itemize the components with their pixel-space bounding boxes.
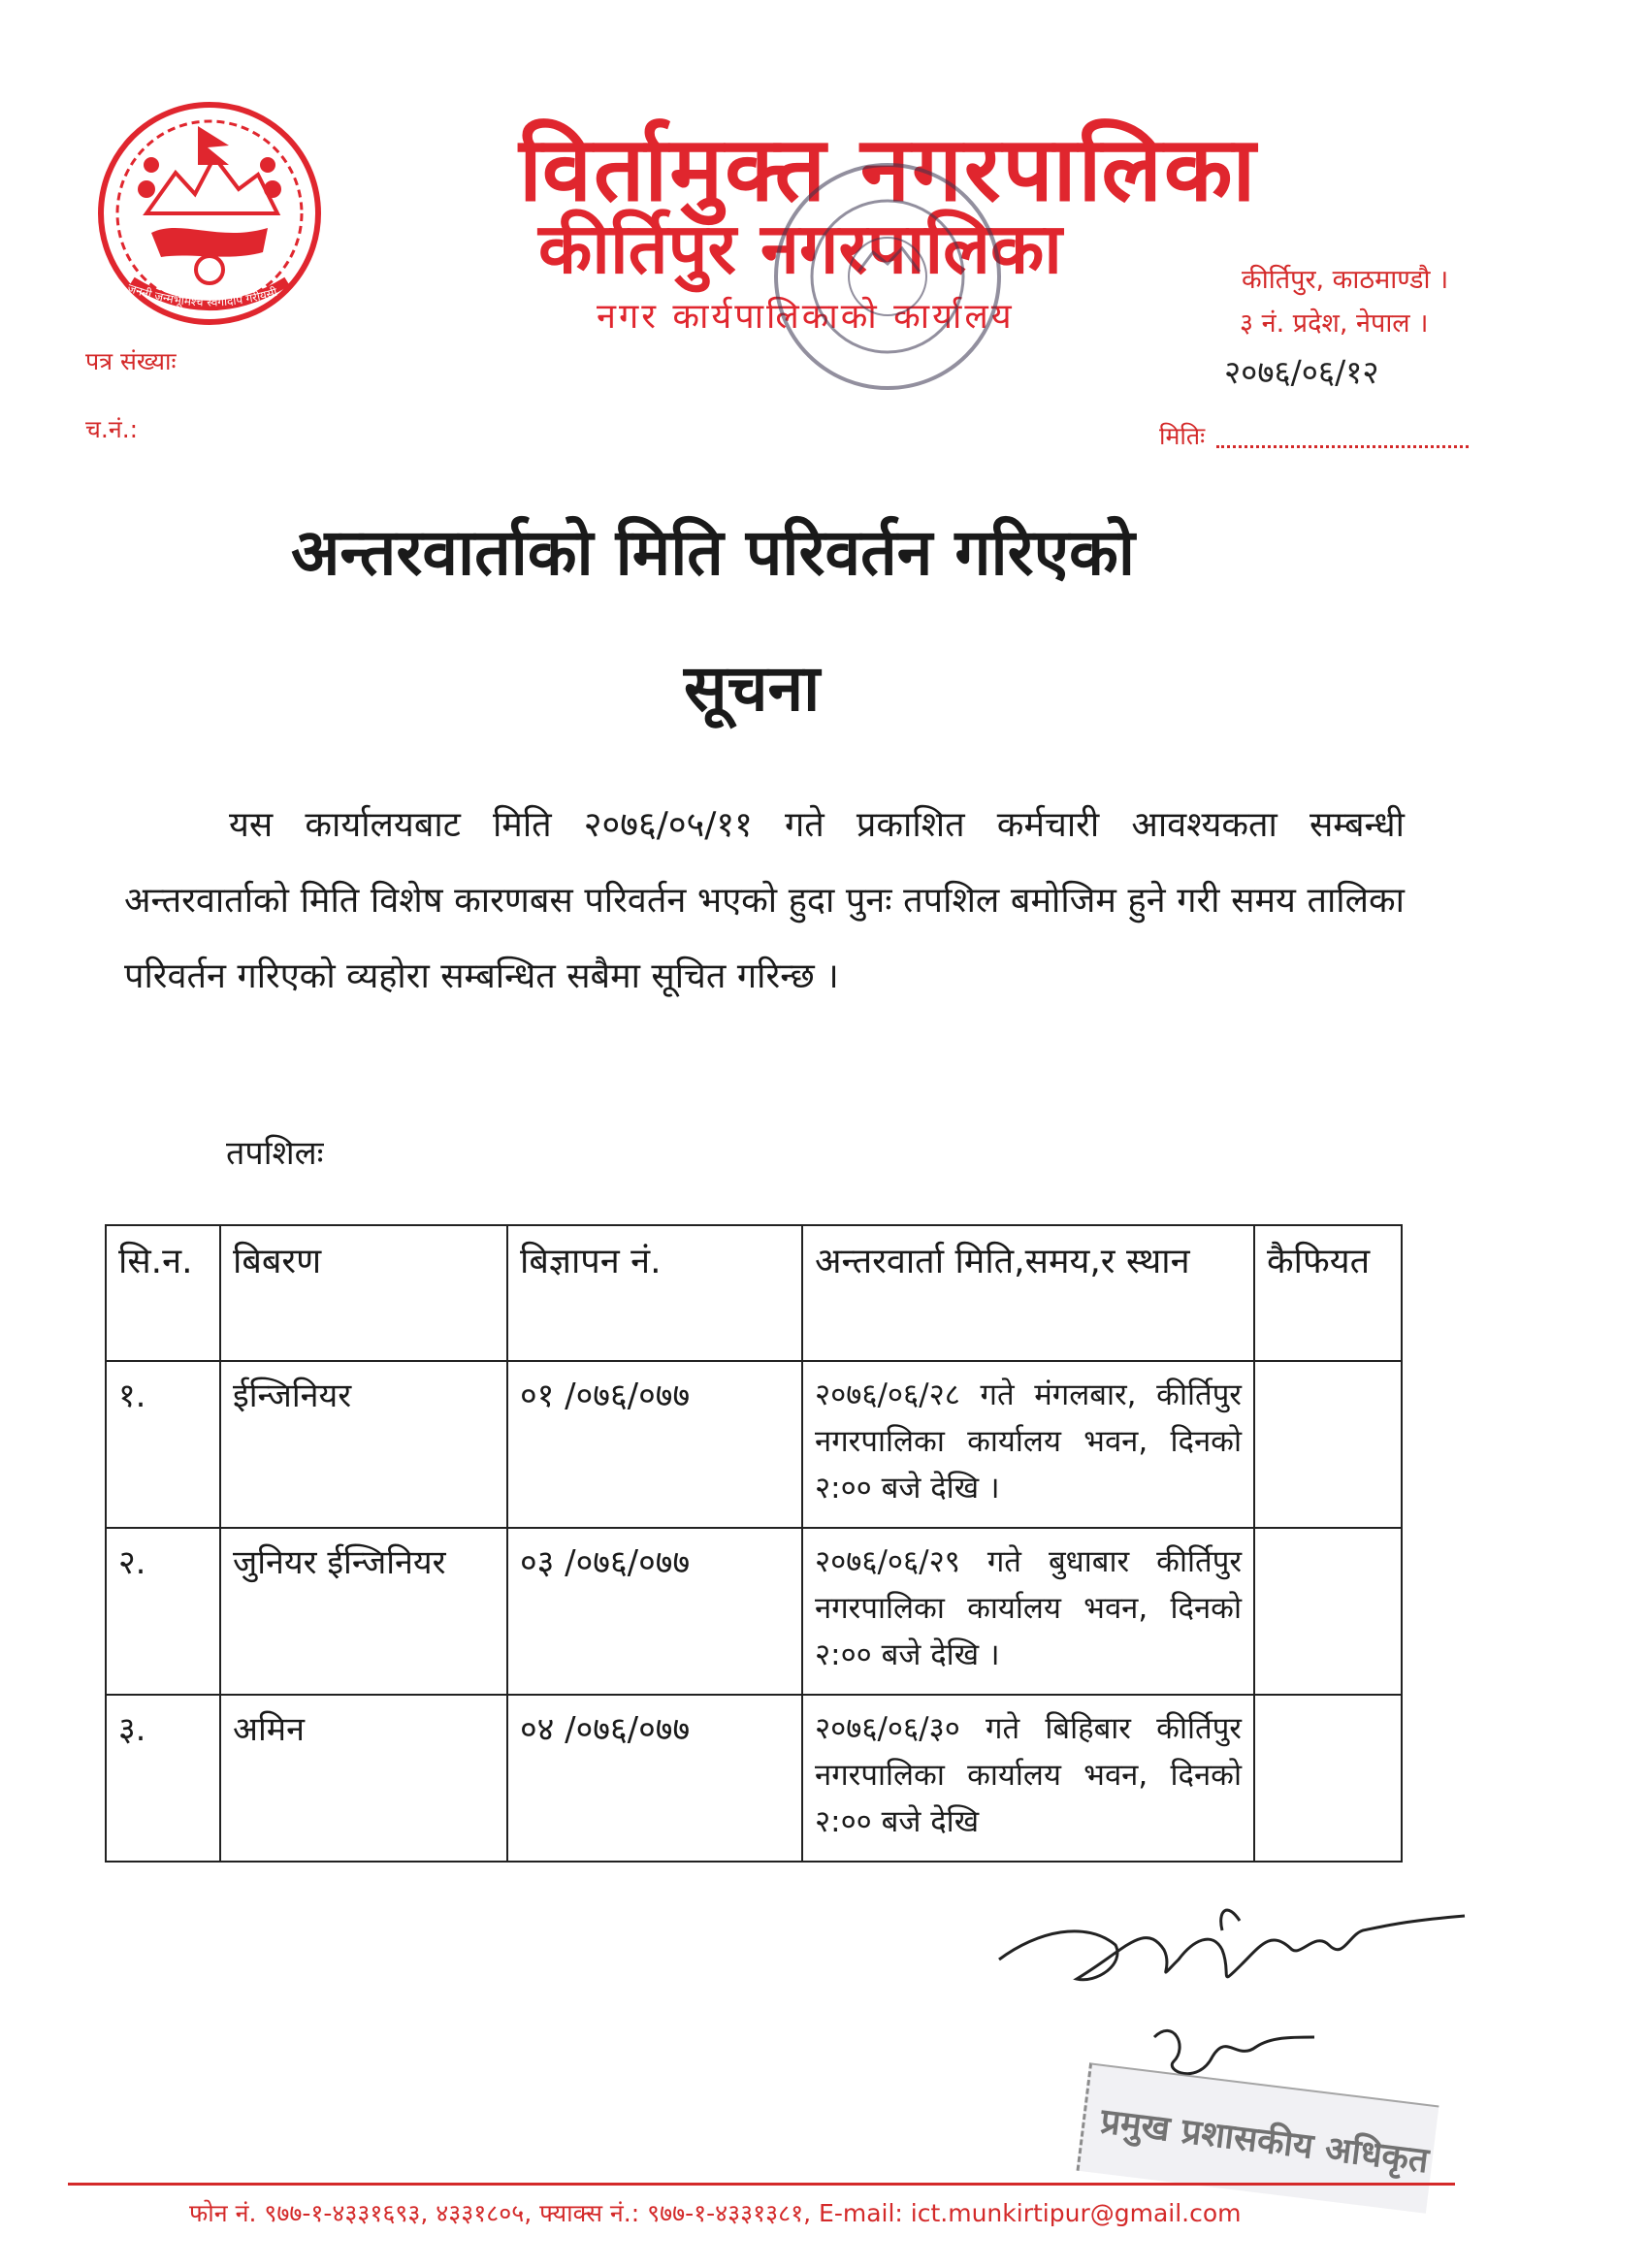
notice-heading: अन्तरवार्ताको मिति परिवर्तन गरिएको <box>291 515 1135 590</box>
col-header-remarks: कैफियत <box>1254 1225 1402 1361</box>
notice-heading-suchana: सूचना <box>684 651 821 726</box>
cell-description: ईन्जिनियर <box>220 1361 507 1528</box>
footer-contact: फोन नं. ९७७-१-४३३१६९३, ४३३१८०५, फ्याक्स नं.: ९७७-१-४३३१३८१, E-mail: ict.munkirtipur@gmail.com <box>189 2199 1242 2227</box>
cell-sn: १. <box>106 1361 220 1528</box>
title-top: विर्तामुक्त नगरपालिका <box>519 117 1258 221</box>
dispatch-number-label: च.नं.: <box>85 415 139 443</box>
cell-sn: ३. <box>106 1695 220 1862</box>
cell-remarks <box>1254 1528 1402 1695</box>
cell-interview: २०७६/०६/३० गते बिहिबार कीर्तिपुर नगरपालिका कार्यालय भवन, दिनको २:०० बजे देखि <box>802 1695 1254 1862</box>
cell-ad-number: ०१ /०७६/०७७ <box>507 1361 802 1528</box>
col-header-description: बिबरण <box>220 1225 507 1361</box>
office-seal-icon <box>766 155 1009 398</box>
table-header-row <box>106 1225 1402 1361</box>
table-row <box>106 1528 1402 1695</box>
cell-sn: २. <box>106 1528 220 1695</box>
cell-remarks <box>1254 1695 1402 1862</box>
date-label: मितिः <box>1159 422 1206 450</box>
cell-remarks <box>1254 1361 1402 1528</box>
page-title: कीर्तिपुर नगरपालिका <box>538 208 1062 289</box>
table-row <box>106 1695 1402 1862</box>
cell-ad-number: ०४ /०७६/०७७ <box>507 1695 802 1862</box>
letter-number-label: पत्र संख्याः <box>85 347 177 375</box>
cell-interview: २०७६/०६/२८ गते मंगलबार, कीर्तिपुर नगरपालिका कार्यालय भवन, दिनको २:०० बजे देखि । <box>802 1361 1254 1528</box>
emblem-motto <box>116 279 301 318</box>
cell-description: अमिन <box>220 1695 507 1862</box>
cell-ad-number: ०३ /०७६/०७७ <box>507 1528 802 1695</box>
interview-schedule-table <box>105 1224 1403 1863</box>
table-row <box>106 1361 1402 1528</box>
details-label: तपशिलः <box>226 1134 324 1173</box>
footer-divider <box>68 2183 1455 2186</box>
address-line-2: ३ नं. प्रदेश, नेपाल । <box>1240 308 1429 339</box>
address-line-1: कीर्तिपुर, काठमाण्डौ । <box>1242 265 1449 295</box>
svg-text:जननी जन्मभूमिश्च स्वर्गादपि गर: जननी जन्मभूमिश्च स्वर्गादपि गरीयसी <box>125 280 279 309</box>
cell-description: जुनियर ईन्जिनियर <box>220 1528 507 1695</box>
col-header-interview: अन्तरवार्ता मिति,समय,र स्थान <box>802 1225 1254 1361</box>
col-header-ad-number: बिज्ञापन नं. <box>507 1225 802 1361</box>
notice-body: यस कार्यालयबाट मिति २०७६/०५/११ गते प्रकाशित कर्मचारी आवश्यकता सम्बन्धी अन्तरवार्ताको मिति विशेष कारणबस परिवर्तन भएको हुदा पुनः तपशिल बमोजिम हुने गरी समय तालिका परिवर्तन गरिएको व्यहोरा सम्बन्धित सबैमा सूचित गरिन्छ । <box>124 805 1405 996</box>
date-dotted-line <box>1216 428 1469 448</box>
designation-stamp-text: प्रमुख प्रशासकीय अधिकृत <box>1098 2101 1432 2182</box>
cell-interview: २०७६/०६/२९ गते बुधाबार कीर्तिपुर नगरपालिका कार्यालय भवन, दिनको २:०० बजे देखि । <box>802 1528 1254 1695</box>
date-field <box>1159 419 1469 452</box>
handwritten-date: २०७६/०६/१२ <box>1224 353 1379 391</box>
office-subtitle: नगर कार्यपालिकाको कार्यालय <box>597 297 1015 337</box>
col-header-sn: सि.न. <box>106 1225 220 1361</box>
